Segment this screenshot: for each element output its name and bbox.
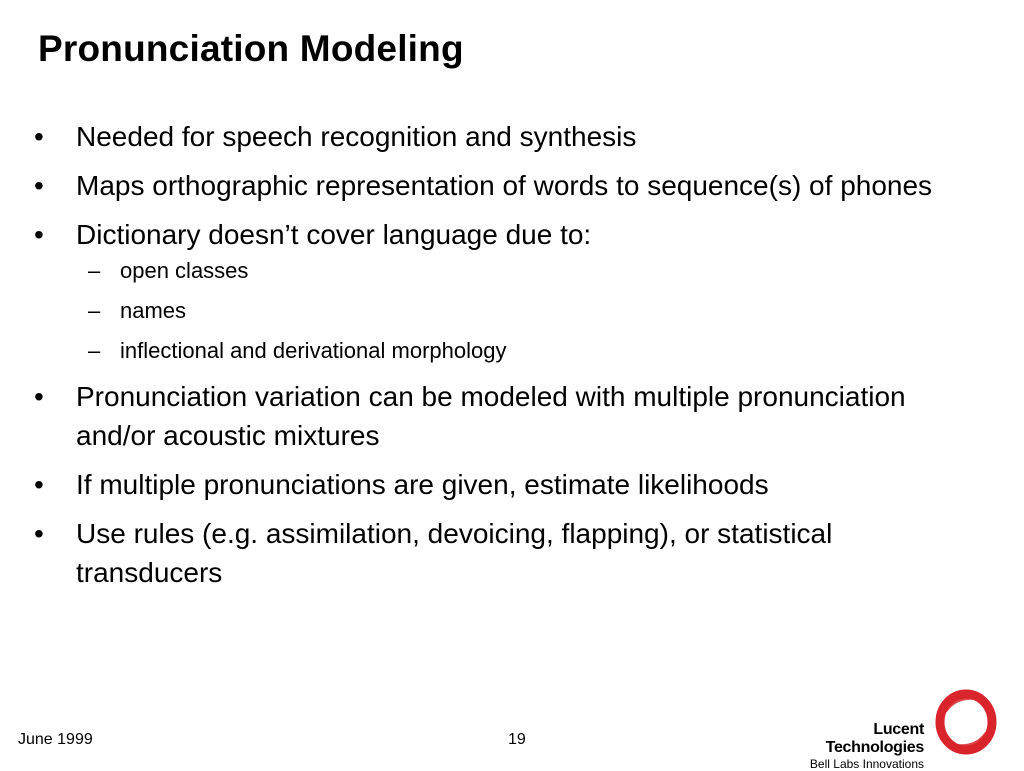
bullet-marker: • [34,518,44,549]
sub-bullet-text: inflectional and derivational morphology [120,338,507,363]
bullet-marker: • [34,469,44,500]
sub-bullet-list [76,257,980,365]
bullet-marker: • [34,121,44,152]
sub-bullet-item [76,297,980,325]
sub-bullet-marker: – [88,258,101,283]
sub-bullet-item [76,337,980,365]
page-number: 19 [508,731,526,748]
bullet-item [30,166,980,205]
bullet-text: Needed for speech recognition and synthesis [76,121,637,152]
sub-bullet-text: open classes [120,258,249,283]
sub-bullet-item [76,257,980,285]
footer-date: June 1999 [18,731,93,748]
lucent-ring-icon [932,688,1000,756]
bullet-text: If multiple pronunciations are given, estimate likelihoods [76,469,769,500]
bullet-list [30,117,980,602]
bullet-item [30,465,980,504]
bullet-text: Dictionary doesn’t cover language due to: [76,219,592,250]
bullet-item [30,377,980,455]
sub-bullet-text: names [120,298,187,323]
sub-bullet-marker: – [88,338,101,363]
company-logo-text [776,721,924,771]
bullet-text: Use rules (e.g. assimilation, devoicing, flapping), or statistical transducers [76,518,833,588]
logo-tagline: Bell Labs Innovations [809,757,924,771]
slide-title: Pronunciation Modeling [38,28,464,69]
bullet-text: Maps orthographic representation of words to sequence(s) of phones [76,170,933,201]
bullet-marker: • [34,219,44,250]
bullet-item [30,117,980,156]
bullet-marker: • [34,381,44,412]
bullet-marker: • [34,170,44,201]
logo-company-name: Lucent Technologies [825,721,924,756]
bullet-item [30,215,980,365]
bullet-item [30,514,980,592]
sub-bullet-marker: – [88,298,101,323]
bullet-text: Pronunciation variation can be modeled with multiple pronunciation and/or acoustic mixtures [76,381,906,451]
